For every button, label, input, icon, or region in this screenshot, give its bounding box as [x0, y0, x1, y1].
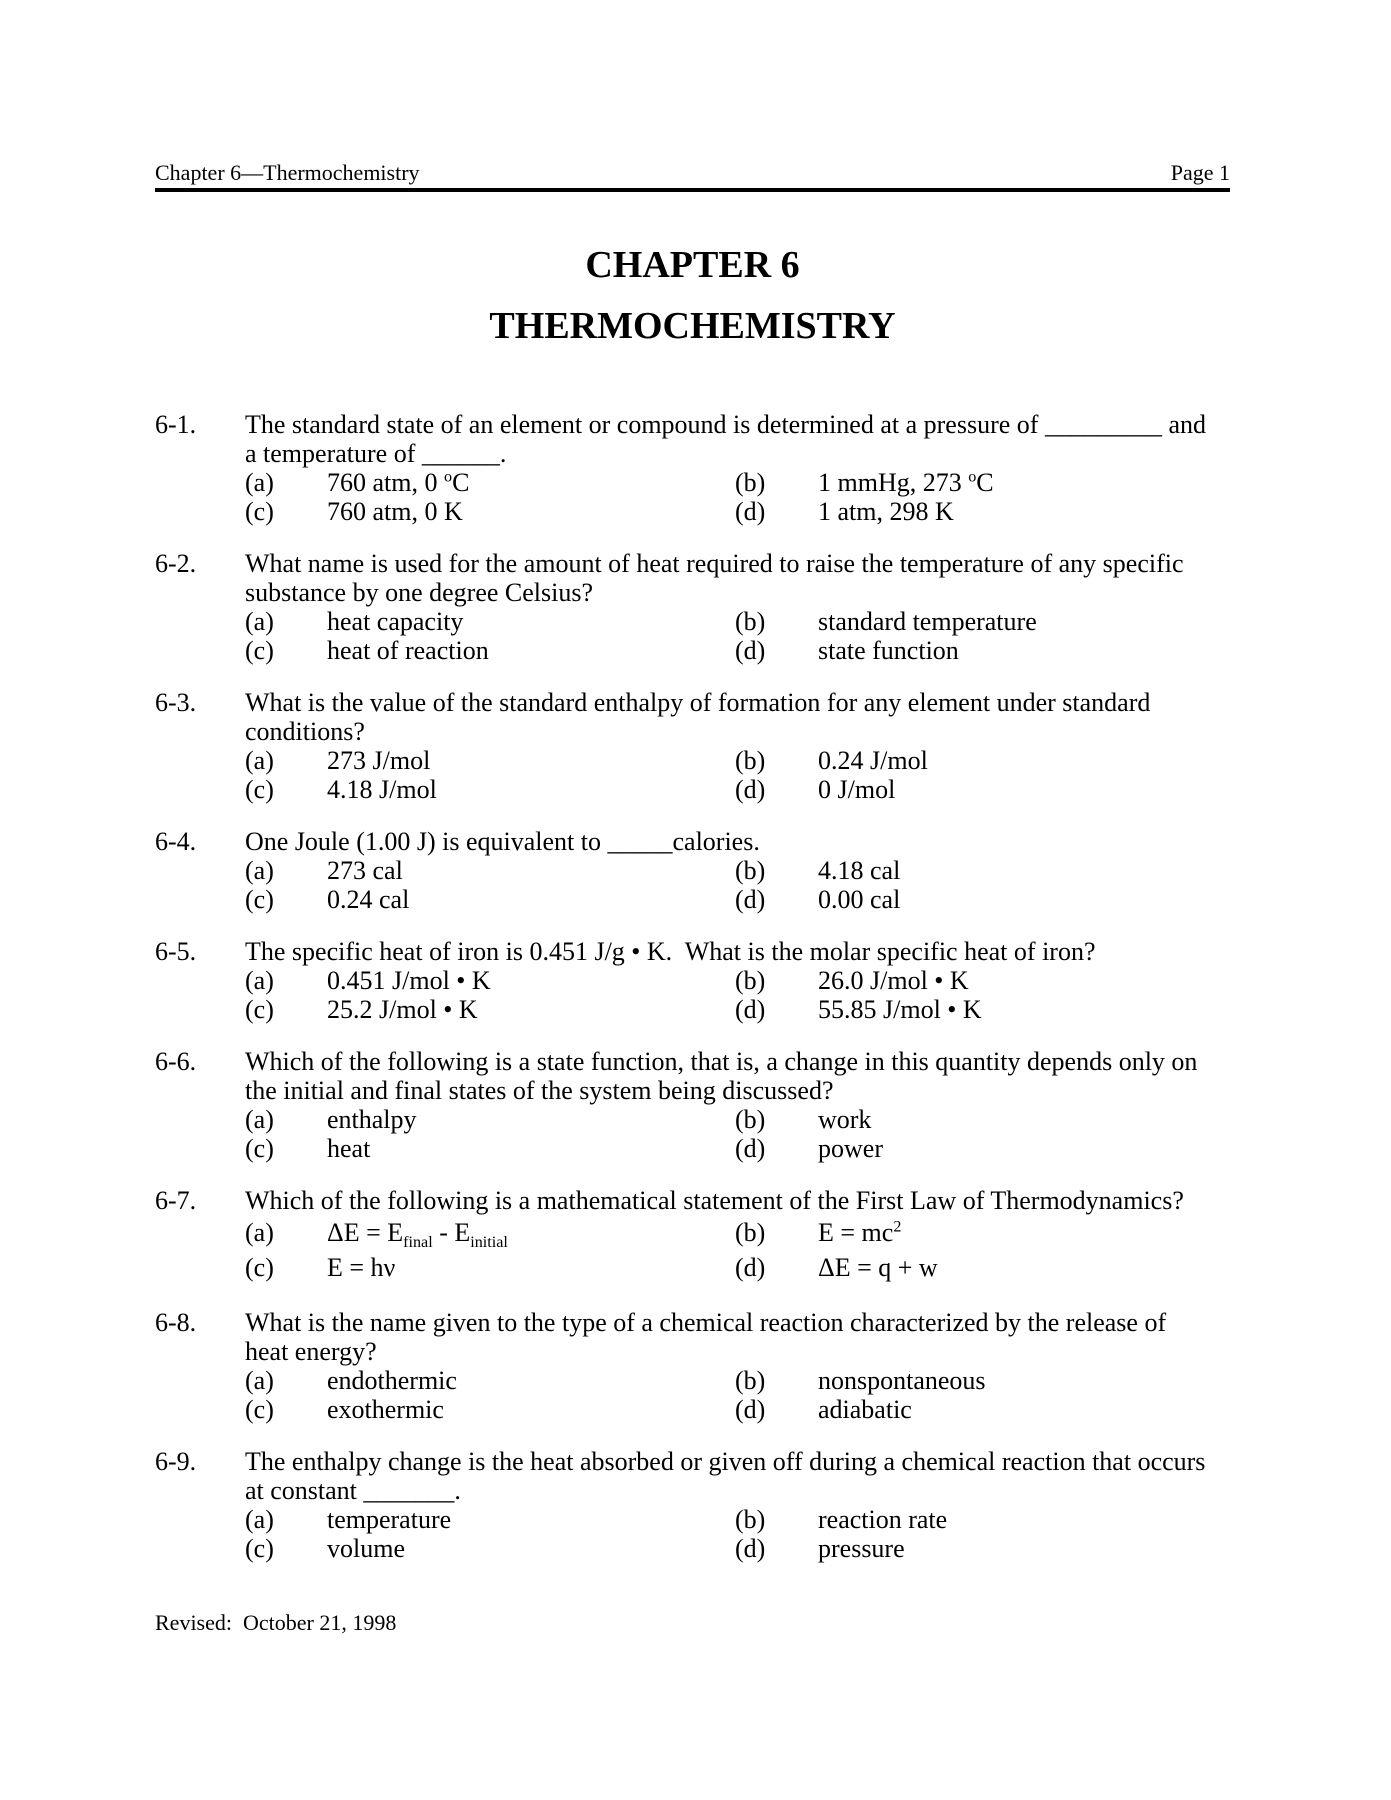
option-letter-c: (c) — [245, 1134, 274, 1163]
option-text-b: 1 mmHg, 273 $^o$C — [818, 468, 994, 497]
options — [245, 746, 1240, 804]
option-row — [245, 1395, 1240, 1424]
question-line: at constant _______. — [245, 1476, 461, 1505]
question-line: The enthalpy change is the heat absorbed or given off during a chemical reaction that occurs — [245, 1447, 1206, 1476]
option-letter-b: (b) — [735, 1105, 766, 1134]
question-6-4 — [155, 827, 1230, 914]
option-letter-d: (d) — [735, 885, 766, 914]
question-line: the initial and final states of the system being discussed? — [245, 1076, 834, 1105]
option-text-d: adiabatic — [818, 1395, 912, 1424]
option-letter-d: (d) — [735, 1134, 766, 1163]
option-row — [245, 1505, 1240, 1534]
question-line: What name is used for the amount of heat required to raise the temperature of any specific — [245, 549, 1184, 578]
option-letter-c: (c) — [245, 1253, 274, 1282]
options — [245, 1505, 1240, 1563]
question-text — [245, 1308, 1240, 1366]
option-row — [245, 1250, 1240, 1285]
option-text-c: exothermic — [327, 1395, 444, 1424]
option-letter-a: (a) — [245, 1505, 274, 1534]
question-text — [245, 410, 1240, 468]
option-letter-b: (b) — [735, 1218, 766, 1247]
option-text-d: 1 atm, 298 K — [818, 497, 954, 526]
page-header — [155, 158, 1230, 192]
options — [245, 1215, 1240, 1285]
option-letter-a: (a) — [245, 966, 274, 995]
option-text-d: 0.00 cal — [818, 885, 901, 914]
option-text-d: state function — [818, 636, 959, 665]
option-letter-b: (b) — [735, 966, 766, 995]
option-text-a: heat capacity — [327, 607, 464, 636]
option-text-b: nonspontaneous — [818, 1366, 986, 1395]
option-text-b: $E = mc^2$ — [818, 1218, 902, 1247]
option-text-d: pressure — [818, 1534, 905, 1563]
option-text-b: 26.0 J/mol • K — [818, 966, 969, 995]
question-6-3 — [155, 688, 1230, 804]
option-text-a: 760 atm, 0 $^o$C — [327, 468, 470, 497]
option-text-a: enthalpy — [327, 1105, 417, 1134]
option-row — [245, 1534, 1240, 1563]
option-text-c: 760 atm, 0 K — [327, 497, 463, 526]
option-letter-c: (c) — [245, 775, 274, 804]
question-line: heat energy? — [245, 1337, 377, 1366]
options — [245, 1105, 1240, 1163]
option-row — [245, 775, 1240, 804]
option-text-b: 0.24 J/mol — [818, 746, 928, 775]
question-number: 6-6. — [155, 1047, 197, 1076]
question-line: One Joule (1.00 J) is equivalent to _____calories. — [245, 827, 760, 856]
option-text-d: 0 J/mol — [818, 775, 896, 804]
option-letter-a: (a) — [245, 1218, 274, 1247]
option-letter-d: (d) — [735, 497, 766, 526]
question-6-5 — [155, 937, 1230, 1024]
question-line: What is the name given to the type of a chemical reaction characterized by the release of — [245, 1308, 1167, 1337]
options — [245, 468, 1240, 526]
options — [245, 607, 1240, 665]
option-row — [245, 856, 1240, 885]
option-letter-c: (c) — [245, 497, 274, 526]
option-text-b: reaction rate — [818, 1505, 948, 1534]
chapter-title: CHAPTER 6 — [585, 244, 800, 286]
option-letter-d: (d) — [735, 1395, 766, 1424]
option-row — [245, 885, 1240, 914]
option-row — [245, 636, 1240, 665]
question-line: substance by one degree Celsius? — [245, 578, 594, 607]
option-text-d: ΔE = q + w — [818, 1253, 938, 1282]
question-number: 6-8. — [155, 1308, 197, 1337]
option-row — [245, 607, 1240, 636]
option-text-a: endothermic — [327, 1366, 457, 1395]
option-letter-c: (c) — [245, 995, 274, 1024]
question-6-6 — [155, 1047, 1230, 1163]
option-text-c: heat of reaction — [327, 636, 489, 665]
question-number: 6-4. — [155, 827, 197, 856]
option-letter-a: (a) — [245, 1105, 274, 1134]
option-row — [245, 1215, 1240, 1250]
option-text-d: 55.85 J/mol • K — [818, 995, 982, 1024]
header-chapter-label: Chapter 6—Thermochemistry — [155, 160, 420, 185]
option-text-a: 273 cal — [327, 856, 403, 885]
question-text — [245, 1186, 1240, 1215]
options — [245, 966, 1240, 1024]
question-line: a temperature of ______. — [245, 439, 507, 468]
question-text — [245, 827, 1240, 856]
question-line: What is the value of the standard enthalpy of formation for any element under standard — [245, 688, 1151, 717]
question-number: 6-2. — [155, 549, 197, 578]
option-text-c: 25.2 J/mol • K — [327, 995, 478, 1024]
question-line: Which of the following is a mathematical statement of the First Law of Thermodynamics? — [245, 1186, 1184, 1215]
option-letter-c: (c) — [245, 636, 274, 665]
option-row — [245, 1134, 1240, 1163]
option-letter-b: (b) — [735, 746, 766, 775]
question-number: 6-7. — [155, 1186, 197, 1215]
option-letter-a: (a) — [245, 1366, 274, 1395]
question-6-2 — [155, 549, 1230, 665]
option-text-a: temperature — [327, 1505, 452, 1534]
option-letter-a: (a) — [245, 856, 274, 885]
question-text — [245, 937, 1240, 966]
question-6-1 — [155, 410, 1230, 526]
option-letter-d: (d) — [735, 1253, 766, 1282]
option-row — [245, 497, 1240, 526]
option-letter-b: (b) — [735, 856, 766, 885]
option-row — [245, 1366, 1240, 1395]
option-row — [245, 1105, 1240, 1134]
option-letter-d: (d) — [735, 636, 766, 665]
question-line: The standard state of an element or compound is determined at a pressure of _________ and — [245, 410, 1206, 439]
question-6-7 — [155, 1186, 1230, 1285]
question-text — [245, 549, 1240, 607]
option-letter-b: (b) — [735, 1366, 766, 1395]
option-text-a: 0.451 J/mol • K — [327, 966, 491, 995]
options — [245, 856, 1240, 914]
option-letter-a: (a) — [245, 468, 274, 497]
option-text-c: E = hν — [327, 1253, 396, 1282]
question-text — [245, 1447, 1240, 1505]
chapter-subtitle: THERMOCHEMISTRY — [489, 305, 896, 347]
header-page-number: Page 1 — [1170, 160, 1230, 185]
option-letter-a: (a) — [245, 746, 274, 775]
option-letter-c: (c) — [245, 1395, 274, 1424]
option-text-d: power — [818, 1134, 883, 1163]
question-line: The specific heat of iron is 0.451 J/g • K. What is the molar specific heat of iron? — [245, 937, 1096, 966]
option-row — [245, 746, 1240, 775]
option-letter-c: (c) — [245, 1534, 274, 1563]
question-number: 6-9. — [155, 1447, 197, 1476]
option-row — [245, 995, 1240, 1024]
option-text-c: 4.18 J/mol — [327, 775, 437, 804]
question-list — [155, 410, 1230, 1563]
option-letter-b: (b) — [735, 468, 766, 497]
question-6-9 — [155, 1447, 1230, 1563]
option-text-c: volume — [327, 1534, 405, 1563]
question-number: 6-5. — [155, 937, 197, 966]
option-text-a: 273 J/mol — [327, 746, 431, 775]
option-text-c: 0.24 cal — [327, 885, 410, 914]
question-text — [245, 1047, 1240, 1105]
revision-note: Revised: October 21, 1998 — [155, 1610, 397, 1635]
option-letter-d: (d) — [735, 995, 766, 1024]
option-text-c: heat — [327, 1134, 371, 1163]
question-6-8 — [155, 1308, 1230, 1424]
question-text — [245, 688, 1240, 746]
question-number: 6-3. — [155, 688, 197, 717]
option-letter-b: (b) — [735, 607, 766, 636]
option-letter-b: (b) — [735, 1505, 766, 1534]
option-row — [245, 966, 1240, 995]
option-text-b: 4.18 cal — [818, 856, 901, 885]
option-letter-c: (c) — [245, 885, 274, 914]
option-text-b: standard temperature — [818, 607, 1037, 636]
option-text-a: $\Delta E = E_{final} - E_{initial}$ — [327, 1218, 508, 1252]
option-text-b: work — [818, 1105, 872, 1134]
question-number: 6-1. — [155, 410, 197, 439]
options — [245, 1366, 1240, 1424]
question-line: conditions? — [245, 717, 365, 746]
option-letter-d: (d) — [735, 775, 766, 804]
option-row — [245, 468, 1240, 497]
question-line: Which of the following is a state function, that is, a change in this quantity depends only on — [245, 1047, 1198, 1076]
option-letter-d: (d) — [735, 1534, 766, 1563]
option-letter-a: (a) — [245, 607, 274, 636]
